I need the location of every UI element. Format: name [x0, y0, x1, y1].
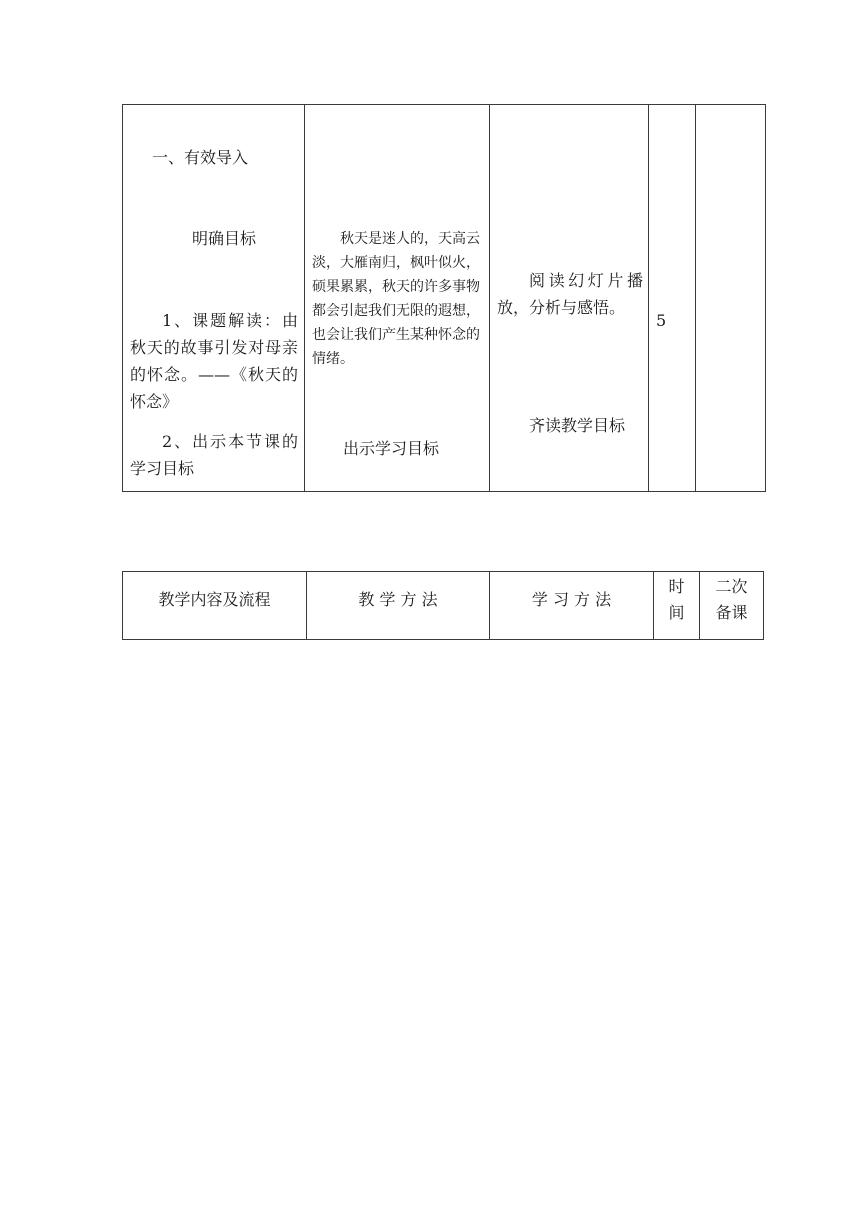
header-content-process: 教学内容及流程: [158, 590, 271, 609]
table1-divider-4: [695, 104, 696, 492]
header-learning-method: 学 习 方 法: [531, 590, 612, 609]
header-time-line1: 时: [668, 577, 685, 596]
show-objectives-item: 2、出示本节课的学习目标: [130, 432, 298, 478]
show-goals-text: 出示学习目标: [343, 439, 440, 458]
table1-divider-3: [648, 104, 649, 492]
header-time-line2: 间: [668, 603, 685, 622]
section-heading: 一、有效导入: [152, 148, 249, 167]
table1-divider-1: [304, 104, 305, 492]
table1-divider-2: [489, 104, 490, 492]
header-second-prep-line1: 二次: [715, 577, 748, 596]
header-second-prep-line2: 备课: [715, 603, 748, 622]
read-slides-text: 阅读幻灯片播放，分析与感悟。: [497, 271, 643, 317]
topic-interpretation-item: 1、课题解读：由秋天的故事引发对母亲的怀念。——《秋天的怀念》: [130, 311, 298, 411]
time-value: 5: [656, 311, 667, 330]
read-goals-text: 齐读教学目标: [529, 416, 626, 435]
goal-heading: 明确目标: [192, 229, 257, 248]
header-teaching-method: 教 学 方 法: [358, 590, 438, 609]
autumn-intro-paragraph: 秋天是迷人的，天高云淡，大雁南归，枫叶似火，硕果累累，秋天的许多事物都会引起我们无限的遐想，也会让我们产生某种怀念的情绪。: [312, 231, 480, 367]
